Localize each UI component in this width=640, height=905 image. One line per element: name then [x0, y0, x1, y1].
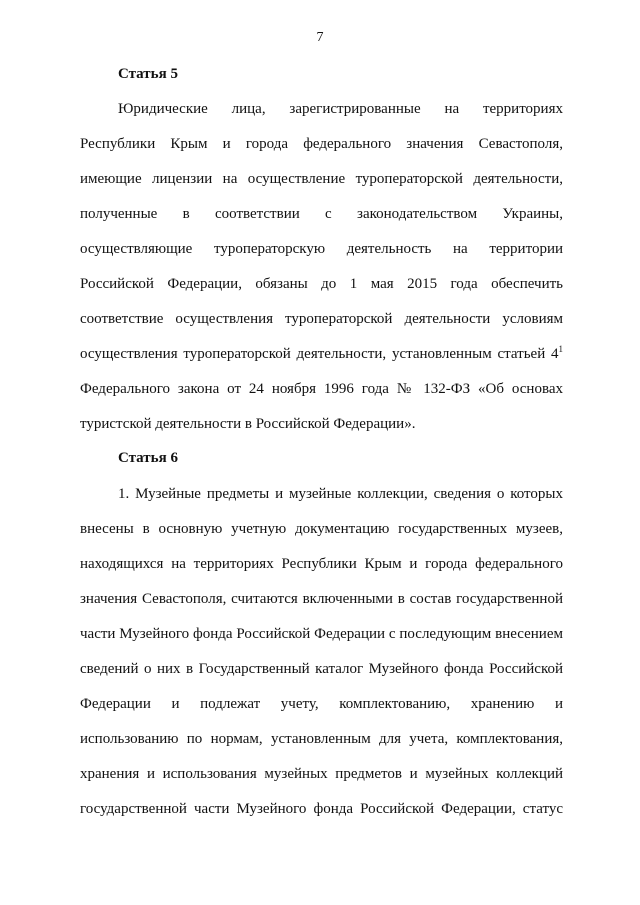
article-6-line: сведений о них в Государственный каталог Музейного фонда Российской: [80, 661, 563, 677]
article-6-line: хранения и использования музейных предметов и музейных коллекций: [80, 766, 563, 782]
article-5-heading: Статья 5: [118, 66, 178, 82]
article-5-line: туристской деятельности в Российской Федерации».: [80, 416, 416, 432]
article-6-line: части Музейного фонда Российской Федерации с последующим внесением: [80, 626, 563, 642]
article-6-heading: Статья 6: [118, 450, 178, 466]
article-6-line: внесены в основную учетную документацию государственных музеев,: [80, 521, 563, 537]
article-5-line: Республики Крым и города федерального значения Севастополя,: [80, 136, 563, 152]
article-5-line-with-footnote: [80, 345, 563, 363]
article-5-line: Российской Федерации, обязаны до 1 мая 2015 года обеспечить: [80, 276, 563, 292]
article-5-line: соответствие осуществления туроператорской деятельности условиям: [80, 311, 563, 327]
article-5-line: имеющие лицензии на осуществление туроператорской деятельности,: [80, 171, 563, 187]
article-5-line-text: осуществления туроператорской деятельности, установленным статьей 4: [80, 346, 559, 362]
article-6-line: значения Севастополя, считаются включенными в состав государственной: [80, 591, 563, 607]
article-6-line: Федерации и подлежат учету, комплектованию, хранению и: [80, 696, 563, 712]
article-5-line: Федерального закона от 24 ноября 1996 года № 132-ФЗ «Об основах: [80, 381, 563, 397]
article-5-line: полученные в соответствии с законодательством Украины,: [80, 206, 563, 222]
article-5-line: Юридические лица, зарегистрированные на территориях: [118, 101, 563, 117]
article-6-line: 1. Музейные предметы и музейные коллекции, сведения о которых: [118, 486, 563, 502]
article-5-line: осуществляющие туроператорскую деятельность на территории: [80, 241, 563, 257]
article-6-line: находящихся на территориях Республики Крым и города федерального: [80, 556, 563, 572]
footnote-superscript: 1: [558, 344, 563, 354]
page-number: 7: [316, 30, 324, 45]
article-6-line: государственной части Музейного фонда Российской Федерации, статус: [80, 801, 563, 817]
article-6-line: использованию по нормам, установленным для учета, комплектования,: [80, 731, 563, 747]
